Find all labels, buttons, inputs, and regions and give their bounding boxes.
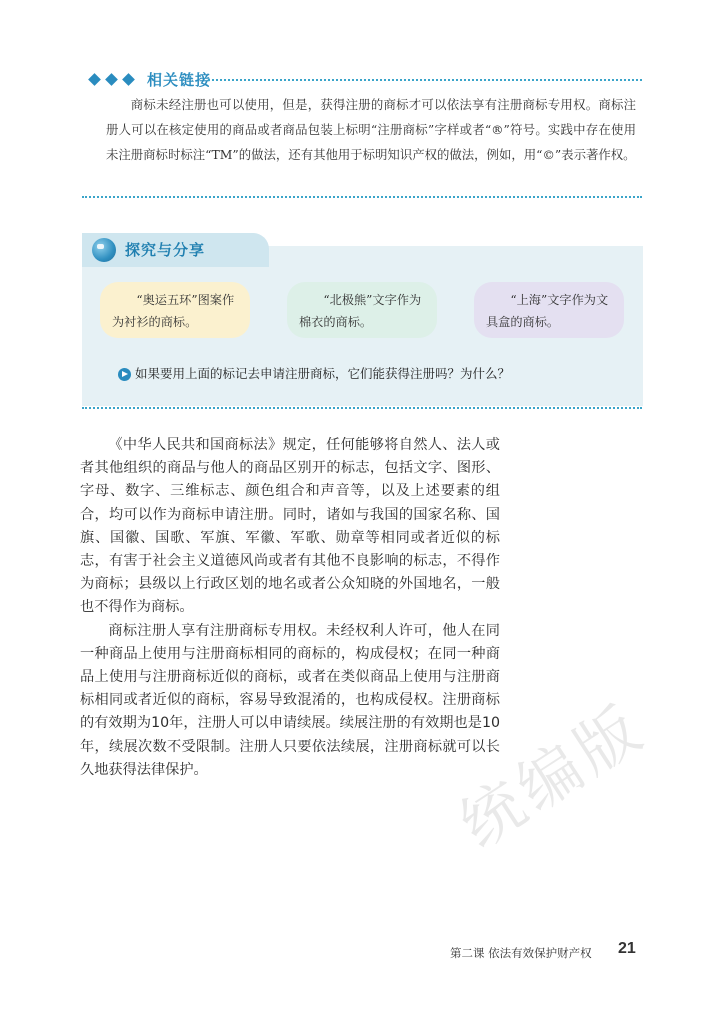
explore-title: 探究与分享 — [125, 241, 206, 259]
divider — [82, 407, 642, 409]
play-arrow-icon — [118, 368, 131, 381]
paragraph-1: 《中华人民共和国商标法》规定，任何能够将自然人、法人或者其他组织的商品与他人的商品区别开的标志，包括文字、图形、字母、数字、三维标志、颜色组合和声音等，以及上述要素的组合，均可以作为商标申请注册。同时，诸如与我国的国家名称、国旗、国徽、国歌、军旗、军徽、军歌、勋章等相同或者近似的标志，有害于社会主义道德风尚或者有其他不良影响的标志，不得作为商标；县级以上行政区划的地名或者公众知晓的外国地名，一般也不得作为商标。 — [80, 437, 500, 616]
diamond-icon — [88, 73, 101, 86]
page-number: 21 — [618, 940, 636, 957]
globe-icon — [92, 238, 116, 262]
explore-question: 如果要用上面的标记去申请注册商标，它们能获得注册吗？为什么？ — [135, 366, 511, 381]
explore-card-olympic-rings: “奥运五环”图案作为衬衫的商标。 — [100, 282, 250, 338]
explore-card-polar-bear: “北极熊”文字作为棉衣的商标。 — [287, 282, 437, 338]
related-link-body: 商标未经注册也可以使用，但是，获得注册的商标才可以依法享有注册商标专用权。商标注册人可以在核定使用的商品或者商品包装上标明“注册商标”字样或者“®”符号。实践中存在使用未注册商标时标注“TM”的做法，还有其他用于标明知识产权的做法，例如，用“©”表示著作权。 — [106, 97, 636, 162]
paragraph-2: 商标注册人享有注册商标专用权。未经权利人许可，他人在同一种商品上使用与注册商标相同的商标的，构成侵权；在同一种商品上使用与注册商标近似的商标，或者在类似商品上使用与注册商标相同或者近似的商标，容易导致混淆的，也构成侵权。注册商标的有效期为10年，注册人可以申请续展。续展注册的有效期也是10年，续展次数不受限制。注册人只要依法续展，注册商标就可以长久地获得法律保护。 — [80, 622, 500, 778]
footer-chapter-title: 第二课 依法有效保护财产权 — [450, 946, 592, 960]
divider — [82, 196, 642, 198]
main-text — [80, 434, 500, 782]
explore-card-shanghai: “上海”文字作为文具盒的商标。 — [474, 282, 624, 338]
diamond-icon — [122, 73, 135, 86]
diamond-icon — [105, 73, 118, 86]
watermark: 统编版 — [447, 689, 658, 863]
divider — [208, 79, 642, 81]
related-link-header — [90, 68, 211, 90]
related-link-title: 相关链接 — [147, 70, 212, 89]
